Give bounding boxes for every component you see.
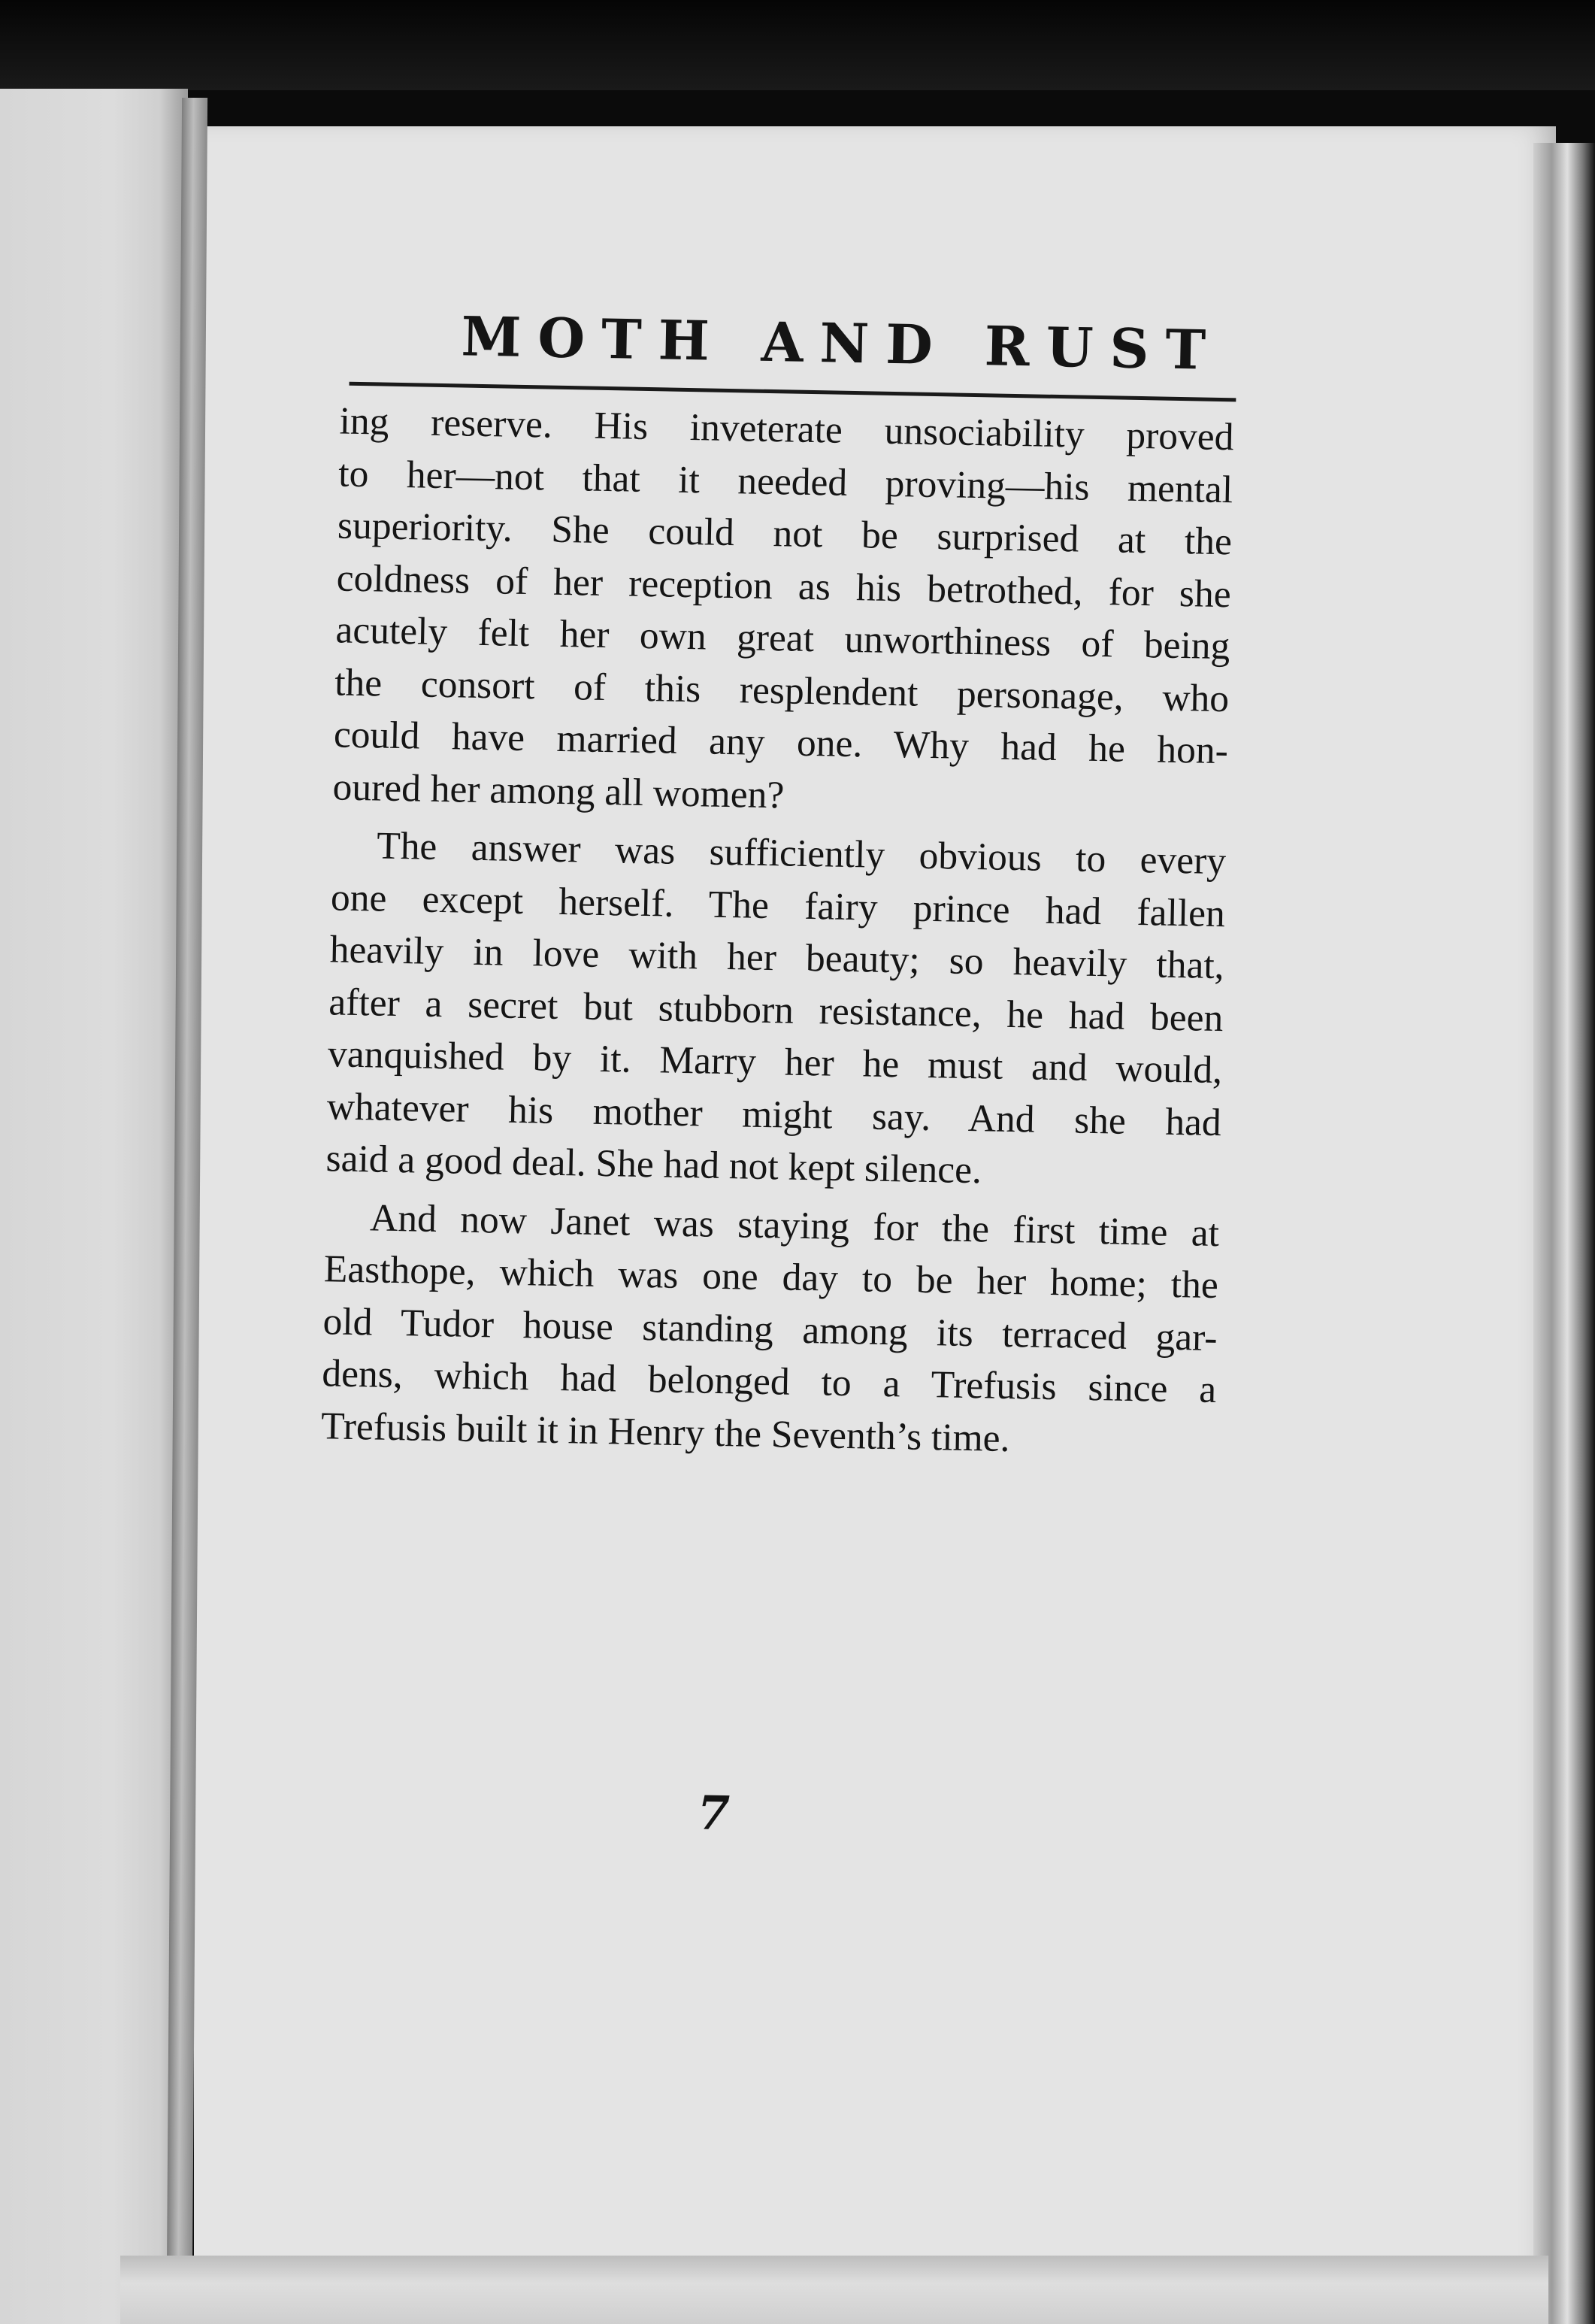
- text-line: ing reserve. His inveterate unsociability proved: [339, 399, 1234, 459]
- text-line: one except herself. The fairy prince had fallen: [330, 875, 1226, 935]
- text-line: Easthope, which was one day to be her home; the: [323, 1247, 1219, 1307]
- paragraph-3: [321, 1191, 1220, 1468]
- text-line: coldness of her reception as his betrothed, for she: [336, 556, 1232, 616]
- page-number: 7: [697, 1785, 731, 1841]
- paragraph-1: [332, 395, 1234, 829]
- text-line: dens, which had belonged to a Trefusis since a: [321, 1352, 1217, 1412]
- text-line: said a good deal. She had not kept silence.: [325, 1137, 982, 1192]
- text-line: could have married any one. Why had he hon-: [333, 713, 1229, 773]
- text-line: after a secret but stubborn resistance, he had been: [328, 980, 1224, 1040]
- text-line: Trefusis built it in Henry the Seventh’s time.: [320, 1404, 1010, 1460]
- text-line: oured her among all women?: [332, 765, 785, 817]
- body-text: [320, 395, 1234, 1474]
- paragraph-2: [325, 819, 1227, 1201]
- text-line: whatever his mother might say. And she had: [326, 1084, 1222, 1144]
- text-line: vanquished by it. Marry her he must and would,: [327, 1032, 1223, 1092]
- text-line: The answer was sufficiently obvious to every: [376, 824, 1227, 883]
- text-line: heavily in love with her beauty; so heavily that,: [329, 928, 1225, 988]
- text-line: the consort of this resplendent personage, who: [334, 660, 1230, 720]
- text-line: superiority. She could not be surprised at the: [337, 504, 1233, 564]
- running-head: MOTH AND RUST: [460, 304, 1223, 382]
- text-line: to her—not that it needed proving—his mental: [337, 451, 1233, 511]
- text-line: old Tudor house standing among its terraced gar-: [322, 1299, 1218, 1359]
- text-line: And now Janet was staying for the first time at: [369, 1195, 1220, 1255]
- text-line: acutely felt her own great unworthiness of being: [335, 608, 1230, 668]
